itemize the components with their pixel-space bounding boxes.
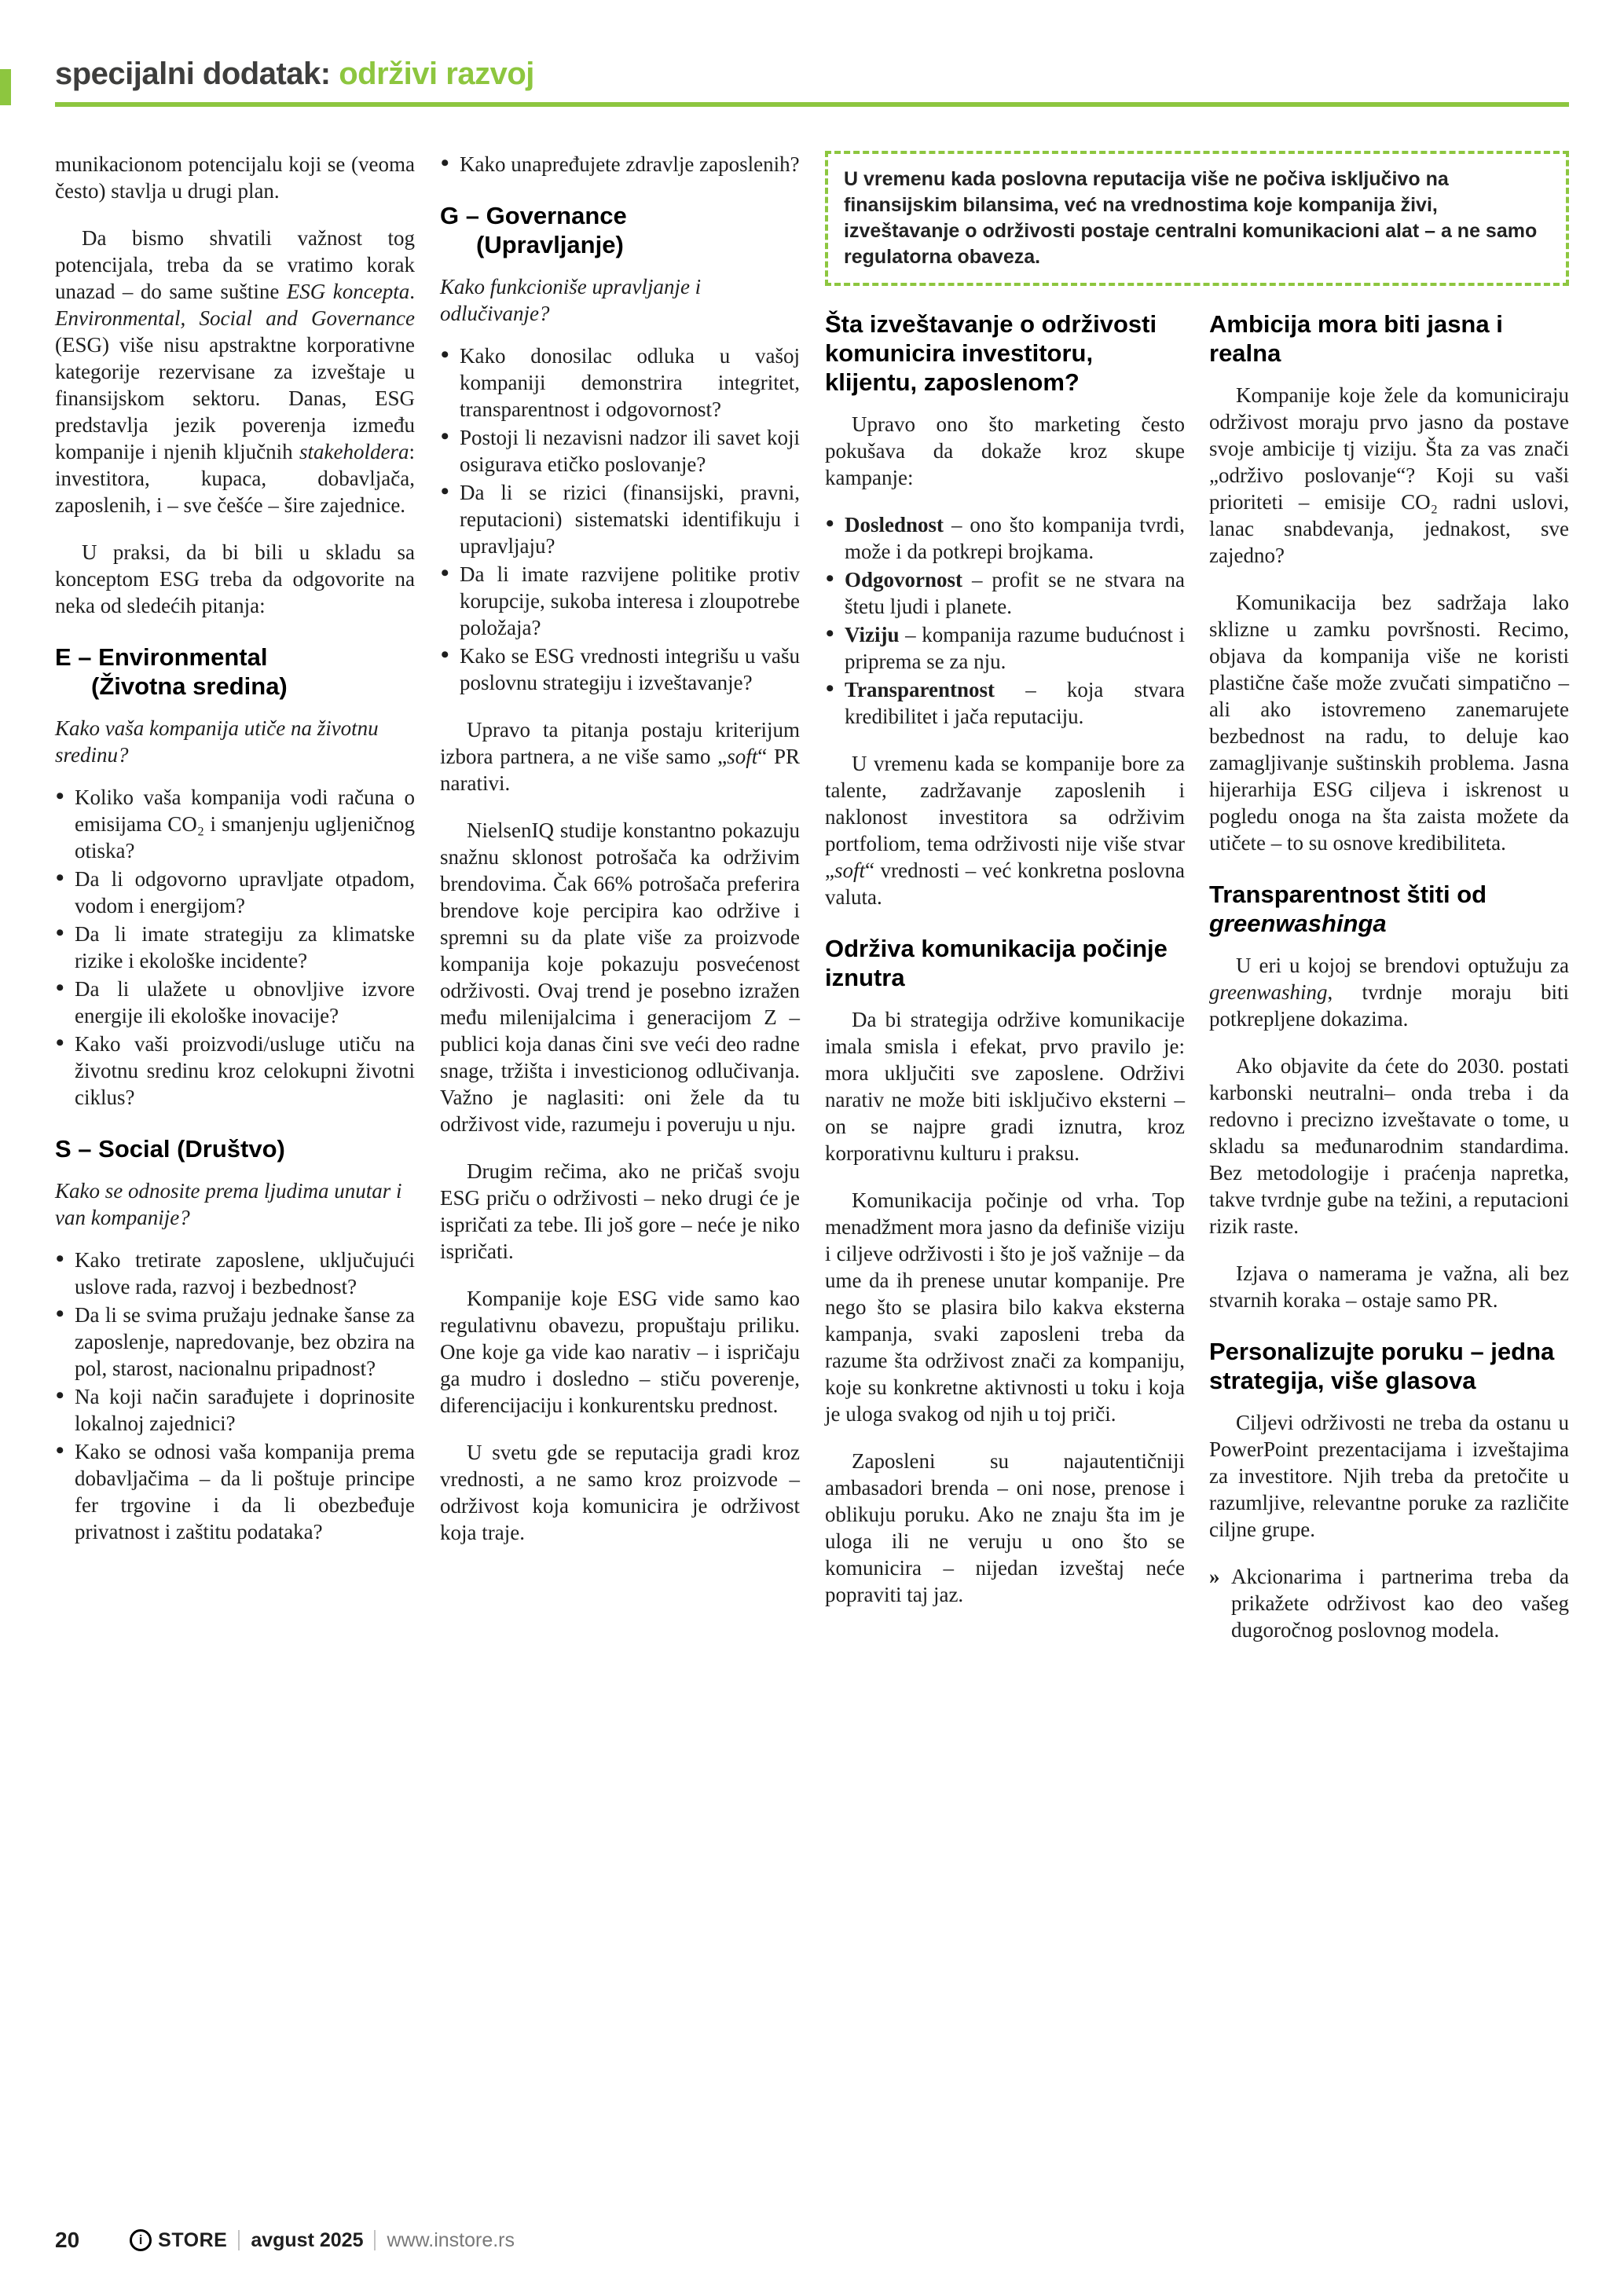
- list-item: • Da li imate razvijene politike protiv korupcije, sukoba interesa i zloupotrebe položaja?: [440, 561, 800, 641]
- list-item: • Da li se svima pružaju jednake šanse za zaposlenje, napredovanje, bez obzira na pol, starost, nacionalnu pripadnost?: [55, 1302, 415, 1382]
- list-item-lead: Transparentnost: [845, 678, 995, 701]
- paragraph-ambition: Kompanije koje žele da komuniciraju održivost moraju prvo jasno da postave svoje ambicije tj viziju. Šta za vas znači „održivo poslovanje“? Koji su vaši prioriteti – emisije CO₂ radni uslovi, lanac snabdevanja, jednakost, sve zajedno?: [1209, 383, 1569, 567]
- footer-brand: STORE: [158, 2228, 228, 2251]
- green-edge-mark: [0, 69, 11, 105]
- columns-3-4: [825, 309, 1569, 1643]
- list-item: [825, 511, 1185, 565]
- list-item: • Da li imate strategiju za klimatske rizike i ekološke incidente?: [55, 921, 415, 974]
- list-item: [825, 566, 1185, 620]
- paragraph-ambassadors: Zaposleni su najautentičniji ambasadori brenda – oni nose, prenose i oblikuju poruku. Ako ne znaju šta im je uloga ili ne veruju u ono što se komunicira – nijedan izveštaj neće popraviti taj jaz.: [825, 1449, 1185, 1606]
- social-questions-list: [55, 1247, 415, 1545]
- paragraph-carbon-neutral: Ako objavite da ćete do 2030. postati karbonski neutralni– onda treba i da redovno i precizno izveštavate o tome, u skladu sa međunarodnim standardima. Bez metodologije i praćenja napretka, takve tvrdnje gube na težini, a reputacioni rizik raste.: [1209, 1054, 1569, 1238]
- paragraph-continuation: munikacionom potencijalu koji se (veoma često) stavlja u drugi plan.: [55, 152, 415, 203]
- paragraph-top-management: Komunikacija počinje od vrha. Top menadžment mora jasno da definiše viziju i ciljeve održivosti i što je još važnije – da ume da ih prenese unutar kompanije. Pre nego što se plasira bilo kakva eksterna kampanja, svaki zaposleni treba da razume šta održivost znači za kompaniju, koje su konkretne aktivnosti u toku i koja je uloga svakog od njih u toj priči.: [825, 1188, 1185, 1426]
- heading-line-2: (Upravljanje): [476, 231, 624, 258]
- page-title: [55, 57, 1569, 91]
- page-title-accent: održivi razvoj: [339, 57, 534, 91]
- list-item-text: – ono što kompanija tvrdi, može i da potkrepi brojkama.: [845, 513, 1185, 563]
- heading-transparency: Transparentnost štiti od greenwashinga: [1209, 881, 1487, 937]
- paragraph-intentions: Izjava o namerama je važna, ali bez stvarnih koraka – ostaje samo PR.: [1209, 1262, 1569, 1312]
- page-header: [55, 57, 1569, 107]
- column-4: [1209, 309, 1569, 1643]
- paragraph-strategy: Da bi strategija održive komunikacije imala smisla i efekat, prvo pravilo je: mora uključiti sve zaposlene. Održivi narativ ne može biti isključivo eksterni – on se najpre gradi iznutra, kroz korporativnu kulturu i praksu.: [825, 1008, 1185, 1165]
- list-item: • Kako se ESG vrednosti integrišu u vašu poslovnu strategiju i izveštavanje?: [440, 643, 800, 696]
- heading-line-2: (Životna sredina): [91, 672, 288, 700]
- header-rule: [55, 102, 1569, 107]
- list-item: • Kako vaši proizvodi/usluge utiču na životnu sredinu kroz celokupni životni ciklus?: [55, 1031, 415, 1111]
- heading-personalize: Personalizujte poruku – jedna strategija, više glasova: [1209, 1338, 1555, 1394]
- footer-separator: [238, 2230, 240, 2250]
- heading-line-1: G – Governance: [440, 202, 627, 229]
- list-item: • Postoji li nezavisni nadzor ili savet koji osigurava etičko poslovanje?: [440, 424, 800, 478]
- heading-line-1: S – Social (Društvo): [55, 1135, 285, 1163]
- highlight-text: U vremenu kada poslovna reputacija više ne počiva isključivo na finansijskim bilansima, već na vrednostima koje kompanija živi, izveštavanje o održivosti postaje centralni komunikacioni alat – a ne samo regulatorna obaveza.: [844, 168, 1538, 268]
- heading-social: [55, 1134, 415, 1163]
- list-item: • Koliko vaša kompanija vodi računa o emisijama CO₂ i smanjenju ugljeničnog otiska?: [55, 784, 415, 864]
- article-content: [55, 151, 1569, 1643]
- list-item: • Da li ulažete u obnovljive izvore energije ili ekološke inovacije?: [55, 976, 415, 1029]
- list-item-lead: Doslednost: [845, 513, 944, 536]
- arrow-bullet-item: [1209, 1563, 1569, 1643]
- page-number: 20: [55, 2228, 80, 2252]
- paragraph-criteria: Upravo ta pitanja postaju kriterijum izbora partnera, a ne više samo „soft“ PR narativi.: [440, 718, 800, 795]
- governance-questions-list: [440, 342, 800, 696]
- paragraph-esg-practice: U praksi, da bi bili u skladu sa konceptom ESG treba da odgovorite na neka od sledećih pitanja:: [55, 540, 415, 617]
- lead-question-social: Kako se odnosite prema ljudima unutar i van kompanije?: [55, 1179, 402, 1229]
- arrow-bullet-icon: »: [1209, 1565, 1220, 1588]
- paragraph-esg-intro: Da bismo shvatili važnost tog potencijala, treba da se vratimo korak unazad – do same suštine ESG koncepta. Environmental, Social and Governance (ESG) više nisu apstraktne korporativne kategorije rezervisane za izveštaje u finansijskom sektoru. Danas, ESG predstavlja jezik poverenja između kompanije i njenih ključnih stakeholdera: investitora, kupaca, dobavljača, zaposlenih, i – sve češće – šire zajednice.: [55, 226, 415, 517]
- list-item: • Kako tretirate zaposlene, uključujući uslove rada, razvoj i bezbednost?: [55, 1247, 415, 1300]
- paragraph-greenwashing: U eri u kojoj se brendovi optužuju za greenwashing, tvrdnje moraju biti potkrepljene dokazima.: [1209, 954, 1569, 1031]
- list-item: • Da li se rizici (finansijski, pravni, reputacioni) sistematski identifikuju i upravljaju?: [440, 479, 800, 559]
- list-item: • Da li odgovorno upravljate otpadom, vodom i energijom?: [55, 866, 415, 919]
- list-item: • Kako se odnosi vaša kompanija prema dobavljačima – da li poštuje principe fer trgovine i da li obezbeđuje privatnost i zaštitu podataka?: [55, 1438, 415, 1545]
- heading-internal-communication: Održiva komunikacija počinje iznutra: [825, 935, 1168, 991]
- reporting-values-list: [825, 511, 1185, 730]
- paragraph-substance: Komunikacija bez sadržaja lako sklizne u zamku površnosti. Recimo, objava da kompanija više ne koristi plastične čaše može zvučati simpatično – ali ako istovremeno zanemarujete bezbednost na radu, to deluje kao zamagljivanje suštinskih problema. Jasna hijerarhija ESG ciljeva i iskrenost u pogledu onoga na šta zaista možete da utičete – to su osnove kredibiliteta.: [1209, 591, 1569, 855]
- list-item-text: – kompanija razume budućnost i priprema se za nju.: [845, 623, 1185, 673]
- list-item-text: – koja stvara kredibilitet i jača reputaciju.: [845, 678, 1185, 728]
- paragraph-nielseniq: NielsenIQ studije konstantno pokazuju snažnu sklonost potrošača ka održivim brendovima. Čak 66% potrošača preferira brendove koje percipira kao održive i spremni su da plate više za proizvode kompanija koje pokazuju posvećenost održivosti. Ovaj trend je posebno izražen među milenijalcima i generacijom Z – publici koja danas čini sve veći deo radne snage, tržišta i investicionog odlučivanja. Važno je naglasiti: oni žele da tu održivost vide, razumeju i poveruju u nju.: [440, 818, 800, 1136]
- list-item: [825, 621, 1185, 675]
- footer-issue-date: avgust 2025: [251, 2228, 364, 2251]
- paragraph-goals: Ciljevi održivosti ne treba da ostanu u PowerPoint prezentacijama i izveštajima za investitore. Njih treba da pretočite u razumljive, relevantne poruke za različite ciljne grupe.: [1209, 1411, 1569, 1541]
- lead-question-governance: Kako funkcioniše upravljanje i odlučivanje?: [440, 275, 702, 325]
- heading-governance: [440, 201, 800, 259]
- paragraph-esg-story: Drugim rečima, ako ne pričaš svoju ESG priču o održivosti – neko drugi će je ispričati za tebe. Ili još gore – neće je niko ispričati.: [440, 1159, 800, 1263]
- environmental-questions-list: [55, 784, 415, 1111]
- lead-question-environmental: Kako vaša kompanija utiče na životnu sredinu?: [55, 716, 379, 767]
- right-half: [825, 151, 1569, 1643]
- page-footer: [55, 2228, 1569, 2253]
- intro-highlight-box: [825, 151, 1569, 286]
- list-item-text: – profit se ne stvara na štetu ljudi i planete.: [845, 568, 1185, 618]
- heading-line-1: E – Environmental: [55, 643, 268, 671]
- instore-logo-icon: i: [130, 2229, 152, 2251]
- column-1: [55, 151, 415, 1643]
- heading-environmental: [55, 643, 415, 701]
- footer-separator: [374, 2230, 376, 2250]
- list-item: • Na koji način sarađujete i doprinosite lokalnoj zajednici?: [55, 1383, 415, 1437]
- paragraph-regulatory: Kompanije koje ESG vide samo kao regulativnu obavezu, propuštaju priliku. One koje ga vide kao narativ – i ispričaju ga mudro i dosledno – stiču poverenje, diferencijaciju i konkurentsku prednost.: [440, 1287, 800, 1417]
- list-item: • Kako unapređujete zdravlje zaposlenih?: [440, 151, 800, 178]
- list-item: • Kako donosilac odluka u vašoj kompaniji demonstrira integritet, transparentnost i odgovornost?: [440, 342, 800, 423]
- column-3: [825, 309, 1185, 1643]
- heading-ambition: Ambicija mora biti jasna i realna: [1209, 310, 1503, 367]
- heading-reporting: Šta izveštavanje o održivosti komunicira investitoru, klijentu, zaposlenom?: [825, 310, 1157, 396]
- paragraph-talents: U vremenu kada se kompanije bore za talente, zadržavanje zaposlenih i naklonost investitora sa održivim portfoliom, tema održivosti nije više stvar „soft“ vrednosti – već konkretna poslovna valuta.: [825, 752, 1185, 909]
- paragraph-marketing: Upravo ono što marketing često pokušava da dokaže kroz skupe kampanje:: [825, 412, 1185, 489]
- list-item-lead: Viziju: [845, 623, 900, 646]
- list-item: [825, 676, 1185, 730]
- page-title-prefix: specijalni dodatak:: [55, 57, 331, 91]
- list-item-lead: Odgovornost: [845, 568, 963, 591]
- paragraph-reputation: U svetu gde se reputacija gradi kroz vrednosti, a ne samo kroz proizvode – održivost koja komunicira je održivost koja traje.: [440, 1441, 800, 1544]
- arrow-bullet-text: Akcionarima i partnerima treba da prikažete održivost kao deo vašeg dugoročnog poslovnog modela.: [1231, 1565, 1569, 1642]
- footer-website: www.instore.rs: [387, 2228, 515, 2251]
- social-questions-list-continued: [440, 151, 800, 178]
- column-2: [440, 151, 800, 1643]
